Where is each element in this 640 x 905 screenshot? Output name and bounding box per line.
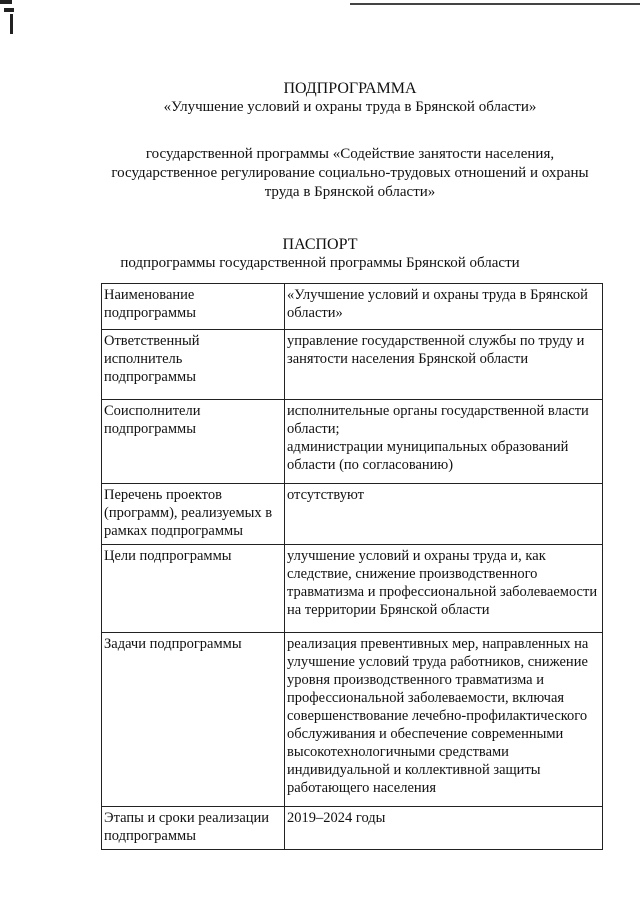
subprogram-title: ПОДПРОГРАММА xyxy=(283,80,417,97)
value-line: улучшение условий труда работников, снижение xyxy=(287,654,588,670)
row-label xyxy=(102,807,285,850)
subprogram-name: «Улучшение условий и охраны труда в Брянской области» xyxy=(163,99,537,115)
value-line: профессиональной заболеваемости, включая xyxy=(287,690,565,706)
table-row xyxy=(102,284,603,330)
value-line: реализация превентивных мер, направленных на xyxy=(287,636,589,652)
value-line: области; xyxy=(287,421,340,437)
row-value xyxy=(285,484,603,545)
value-line: 2019–2024 годы xyxy=(287,810,386,826)
value-line: совершенствование лечебно-профилактического xyxy=(287,708,588,724)
value-line: управление государственной службы по труду и xyxy=(287,333,585,349)
passport-subtitle: подпрограммы государственной программы Брянской области xyxy=(120,255,520,271)
row-label xyxy=(102,330,285,400)
label-line: Задачи подпрограммы xyxy=(104,636,242,652)
label-line: подпрограммы xyxy=(104,421,196,437)
value-line: работающего населения xyxy=(287,780,437,796)
passport-table xyxy=(101,283,603,850)
table-row xyxy=(102,633,603,807)
label-line: (программ), реализуемых в xyxy=(104,505,273,521)
row-value xyxy=(285,545,603,633)
row-value xyxy=(285,400,603,484)
row-value xyxy=(285,633,603,807)
row-label xyxy=(102,284,285,330)
label-line: рамках подпрограммы xyxy=(104,523,243,539)
label-line: Наименование xyxy=(104,287,195,303)
label-line: подпрограммы xyxy=(104,828,196,844)
label-line: подпрограммы xyxy=(104,369,196,385)
label-line: Соисполнители xyxy=(104,403,201,419)
value-line: травматизма и профессиональной заболеваемости xyxy=(287,584,598,600)
passport-title: ПАСПОРТ xyxy=(282,236,358,253)
table-row xyxy=(102,484,603,545)
value-line: улучшение условий и охраны труда и, как xyxy=(287,548,546,564)
row-value xyxy=(285,330,603,400)
label-line: Цели подпрограммы xyxy=(104,548,232,564)
table-row xyxy=(102,330,603,400)
label-line: Перечень проектов xyxy=(104,487,222,503)
label-line: исполнитель xyxy=(104,351,183,367)
row-label xyxy=(102,400,285,484)
row-value xyxy=(285,807,603,850)
value-line: области (по согласованию) xyxy=(287,457,454,473)
label-line: Ответственный xyxy=(104,333,200,349)
state-program-description xyxy=(60,145,640,202)
value-line: обслуживания и обеспечение современными xyxy=(287,726,564,742)
value-line: «Улучшение условий и охраны труда в Брянской xyxy=(287,287,588,303)
row-label xyxy=(102,484,285,545)
label-line: Этапы и сроки реализации xyxy=(104,810,270,826)
table-row xyxy=(102,545,603,633)
state-program-line: государственное регулирование социально-трудовых отношений и охраны xyxy=(111,165,589,181)
state-program-line: государственной программы «Содействие занятости населения, xyxy=(145,146,555,162)
scan-artifact xyxy=(4,8,14,12)
value-line: индивидуальной и коллективной защиты xyxy=(287,762,541,778)
value-line: администрации муниципальных образований xyxy=(287,439,569,455)
scan-artifact xyxy=(10,14,13,34)
subprogram-heading xyxy=(60,79,640,117)
value-line: области» xyxy=(287,305,343,321)
value-line: следствие, снижение производственного xyxy=(287,566,538,582)
value-line: уровня производственного травматизма и xyxy=(287,672,545,688)
passport-heading xyxy=(20,235,620,273)
value-line: на территории Брянской области xyxy=(287,602,490,618)
label-line: подпрограммы xyxy=(104,305,196,321)
scan-artifact xyxy=(0,0,12,4)
value-line: занятости населения Брянской области xyxy=(287,351,529,367)
value-line: высокотехнологичными средствами xyxy=(287,744,509,760)
table-row xyxy=(102,400,603,484)
table-row xyxy=(102,807,603,850)
row-value xyxy=(285,284,603,330)
value-line: отсутствуют xyxy=(287,487,364,503)
row-label xyxy=(102,633,285,807)
state-program-line: труда в Брянской области» xyxy=(264,184,436,200)
row-label xyxy=(102,545,285,633)
scan-artifact xyxy=(350,3,640,5)
value-line: исполнительные органы государственной власти xyxy=(287,403,589,419)
